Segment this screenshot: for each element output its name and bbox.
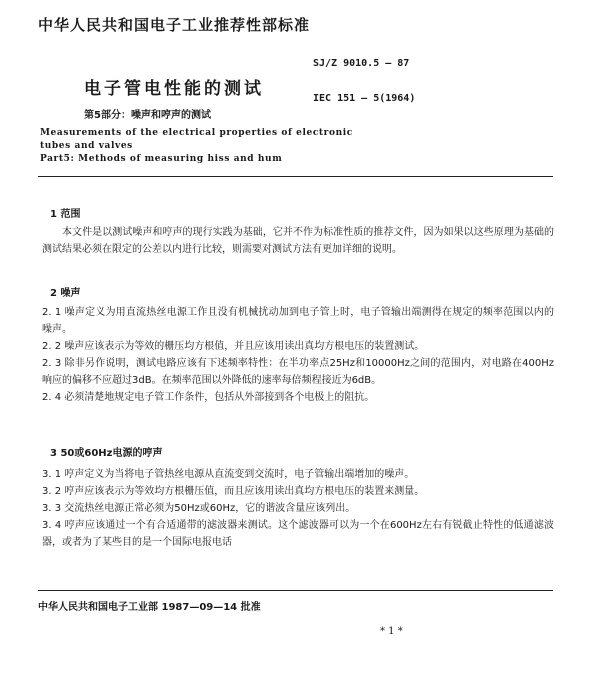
scope-paragraph (42, 224, 554, 258)
hum-clauses (42, 466, 554, 551)
section-heading-hum: 3 50或60Hz电源的哼声 (50, 448, 163, 459)
clause-2-1: 2. 1 噪声定义为用直流热丝电源工作且没有机械扰动加到电子管上时，电子管输出端测得在规定的频率范围以内的噪声。 (42, 307, 554, 335)
clause-2-4: 2. 4 必须清楚地规定电子管工作条件，包括从外部接到各个电极上的阻抗。 (42, 392, 375, 403)
page-number: * 1 * (380, 626, 403, 637)
header-divider (38, 176, 553, 177)
clause-2-3: 2. 3 除非另作说明，测试电路应该有下述频率特性：在半功率点25Hz和10000Hz之间的范围内，对电路在400Hz响应的偏移不应超过3dB。在频率范围以外降低的速率每倍频程接近为6dB。 (42, 358, 554, 386)
iec-reference: IEC 151 — 5(1964) (313, 93, 416, 104)
document-subtitle: 第5部分：噪声和哼声的测试 (84, 110, 211, 121)
document-title: 电子管电性能的测试 (84, 79, 264, 99)
issuing-organization: 中华人民共和国电子工业推荐性部标准 (38, 16, 311, 34)
clause-3-4: 3. 4 哼声应该通过一个有合适通带的滤波器来测试。这个滤波器可以为一个在600Hz左右有锐截止特性的低通滤波器，或者为了某些目的是一个国际电报电话 (42, 520, 554, 548)
english-title-line-3: Part5: Methods of measuring hiss and hum (40, 154, 283, 164)
noise-clauses (42, 304, 554, 406)
section-heading-noise: 2 噪声 (50, 288, 81, 299)
clause-2-2: 2. 2 噪声应该表示为等效的栅压均方根值，并且应该用读出真均方根电压的装置测试。 (42, 341, 425, 352)
section-heading-scope: 1 范围 (50, 209, 81, 220)
english-title-line-1: Measurements of the electrical properties of electronic (40, 128, 353, 138)
approval-line: 中华人民共和国电子工业部 1987—09—14 批准 (38, 602, 261, 613)
standard-number: SJ/Z 9010.5 — 87 (313, 58, 410, 69)
clause-3-2: 3. 2 哼声应该表示为等效均方根栅压值，而且应该用读出真均方根电压的装置来测量。 (42, 486, 425, 497)
footer-divider (38, 590, 553, 591)
clause-3-3: 3. 3 交流热丝电源正常必须为50Hz或60Hz，它的谐波含量应该列出。 (42, 503, 356, 514)
english-title-line-2: tubes and valves (40, 141, 133, 151)
scope-text: 本文件是以测试噪声和哼声的现行实践为基础，它并不作为标准性质的推荐文件，因为如果以这些原理为基础的测试结果必须在限定的公差以内进行比较，则需要对测试方法有更加详细的说明。 (42, 227, 554, 255)
clause-3-1: 3. 1 哼声定义为当将电子管热丝电源从直流变到交流时，电子管输出端增加的噪声。 (42, 469, 415, 480)
